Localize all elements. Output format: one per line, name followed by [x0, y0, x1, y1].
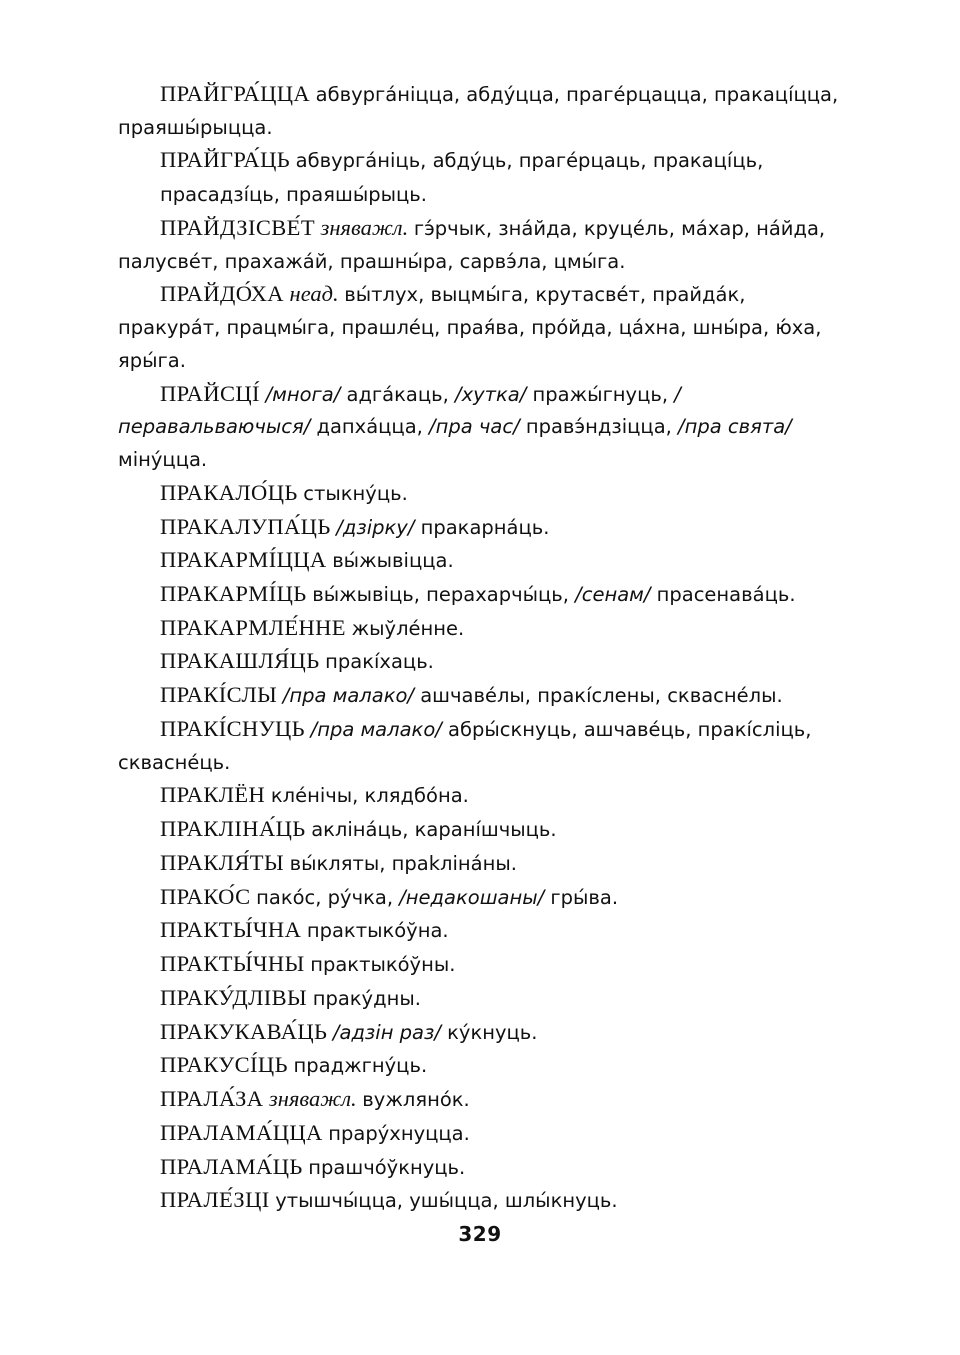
dictionary-entry — [118, 982, 842, 1015]
entry-synonyms: вужляно́к. — [362, 1088, 470, 1112]
entry-synonyms: стыкну́ць. — [303, 481, 408, 505]
entry-headword: ПРАКЛЁН — [160, 782, 266, 808]
entry-synonyms: жыўле́нне. — [351, 616, 465, 640]
dictionary-entry — [118, 679, 842, 712]
dictionary-entry — [118, 779, 842, 812]
entry-synonyms: акліна́ць, карані́шчыць. — [311, 818, 557, 842]
dictionary-entry — [118, 612, 842, 645]
entry-headword: ПРАКАРМІ́ЦЬ — [160, 581, 307, 607]
dictionary-entry — [118, 1117, 842, 1150]
dictionary-entry — [118, 847, 842, 880]
usage-note: /пра свята/ — [678, 415, 792, 439]
dictionary-entry — [118, 914, 842, 947]
entry-synonyms: праку́дны. — [312, 986, 421, 1010]
usage-note: /перавальваючыся/ — [118, 382, 681, 439]
usage-note: /сенам/ — [575, 583, 651, 607]
dictionary-entry — [118, 645, 842, 678]
dictionary-entry — [118, 1151, 842, 1184]
entry-headword: ПРАЙГРА́ЦЦА — [160, 81, 311, 106]
entry-headword: ПРАКІ́СЛЫ — [160, 682, 278, 708]
entry-headword: ПРАКТЫ́ЧНЫ — [160, 951, 305, 977]
entry-grammar-label: зняважл. — [320, 214, 409, 240]
entry-synonyms: /дзірку/ пракарна́ць. — [336, 515, 550, 539]
entry-headword: ПРАЛАМА́ЦЦА — [160, 1119, 323, 1145]
entry-headword: ПРАКАРМІ́ЦЦА — [160, 547, 327, 573]
dictionary-entry — [118, 713, 842, 778]
dictionary-entry — [118, 1049, 842, 1082]
entry-synonyms: /многа/ адга́каць, /хутка/ пражы́гнуць, /перавальваючыся/ дапха́цца, /пра час/ правэ́ндзіцца, /пра свята/ міну́цца. — [118, 382, 792, 472]
usage-note: /пра малако/ — [310, 717, 442, 741]
entry-headword: ПРАКАШЛЯ́ЦЬ — [160, 648, 320, 674]
entry-headword: ПРАЙДО́ХА — [160, 281, 284, 307]
entry-headword: ПРАКУ́ДЛІВЫ — [160, 984, 308, 1010]
entry-synonyms: прару́хнуцца. — [328, 1121, 470, 1145]
usage-note: /пра час/ — [429, 415, 520, 439]
usage-note: /адзін раз/ — [332, 1020, 441, 1044]
entry-headword: ПРАКАЛО́ЦЬ — [160, 479, 298, 505]
entry-synonyms: пако́с, ру́чка, /недакошаны/ гры́ва. — [256, 885, 619, 909]
entry-synonyms: вы́тлух, выцмы́га, крутасве́т, прайда́к, пракура́т, працмы́га, прашле́ц, прая́ва, про́йда, ца́хна, шны́ра, ю́ха, яры́га. — [118, 283, 822, 372]
entry-synonyms: гэ́рчык, зна́йда, круце́ль, ма́хар, на́йда, палусве́т, прахажа́й, прашны́ра, сарвэ́ла, цмы́га. — [118, 216, 826, 273]
dictionary-entry — [118, 78, 842, 143]
entry-synonyms: /пра малако/ абры́скнуць, ашчаве́ць, пракі́сліць, сквасне́ць. — [118, 717, 812, 774]
entry-synonyms: утышчы́цца, ушы́цца, шлы́кнуць. — [275, 1189, 618, 1213]
dictionary-entry — [118, 1016, 842, 1049]
entry-headword: ПРАКЛІНА́ЦЬ — [160, 816, 306, 842]
entry-headword: ПРАЛАМА́ЦЬ — [160, 1153, 303, 1179]
usage-note: /хутка/ — [455, 382, 527, 406]
entry-synonyms: пракі́хаць. — [325, 650, 434, 674]
dictionary-entry — [118, 144, 842, 177]
entry-headword: ПРАКАРМЛЕ́ННЕ — [160, 614, 346, 640]
dictionary-entry — [118, 1184, 842, 1217]
entry-headword: ПРАЛА́ЗА — [160, 1086, 264, 1112]
entry-headword: ПРАЙДЗІСВЕ́Т — [160, 214, 315, 240]
entry-synonyms: кле́нічы, клядбо́на. — [270, 784, 469, 808]
entry-headword: ПРАКАЛУПА́ЦЬ — [160, 513, 331, 539]
dictionary-entry — [118, 378, 842, 476]
dictionary-entry — [118, 212, 842, 277]
dictionary-entry — [118, 578, 842, 611]
dictionary-entry — [118, 278, 842, 376]
entry-synonyms: практыко́ўны. — [310, 953, 456, 977]
entry-headword: ПРАКО́С — [160, 883, 251, 909]
entry-headword: ПРАЛЕ́ЗЦІ — [160, 1187, 270, 1213]
dictionary-entry — [118, 477, 842, 510]
dictionary-entry — [118, 511, 842, 544]
entry-headword: ПРАКЛЯ́ТЫ — [160, 849, 284, 875]
dictionary-entry — [118, 544, 842, 577]
page-number: 329 — [458, 1222, 502, 1246]
entry-headword: ПРАЙСЦІ́ — [160, 380, 260, 406]
entry-synonyms: вы́жывіцца. — [332, 549, 454, 573]
dictionary-entry — [118, 813, 842, 846]
entry-headword: ПРАКІ́СНУЦЬ — [160, 715, 305, 741]
entry-synonyms: вы́жывіць, перахарчы́ць, /сенам/ прасенава́ць. — [312, 583, 796, 607]
usage-note: /недакошаны/ — [399, 885, 545, 909]
dictionary-entry — [118, 178, 842, 211]
entry-synonyms: абвурга́ніцца, абду́цца, праге́рцацца, пракаці́цца, праяшы́рыцца. — [118, 83, 839, 139]
usage-note: /многа/ — [265, 382, 341, 406]
usage-note: /дзірку/ — [336, 515, 415, 539]
entry-synonyms: /адзін раз/ ку́кнуць. — [332, 1020, 538, 1044]
entry-synonyms: праджгну́ць. — [293, 1054, 428, 1078]
entry-synonyms: вы́кляты, прakліна́ны. — [289, 851, 517, 875]
dictionary-entry — [118, 948, 842, 981]
entry-headword: ПРАКТЫ́ЧНА — [160, 917, 302, 943]
entry-headword: ПРАКУКАВА́ЦЬ — [160, 1018, 328, 1044]
usage-note: /пра малако/ — [282, 684, 414, 708]
entry-grammar-label: зняважл. — [269, 1086, 357, 1112]
entry-grammar-label: неад. — [289, 281, 339, 307]
entry-list — [118, 78, 842, 1217]
entry-headword: ПРАКУСІ́ЦЬ — [160, 1052, 288, 1078]
entry-synonyms: прасадзі́ць, праяшы́рыць. — [160, 183, 427, 207]
entry-headword: ПРАЙГРА́ЦЬ — [160, 147, 291, 173]
entry-synonyms: абвурга́ніць, абду́ць, праге́рцаць, пракаці́ць, — [295, 149, 764, 173]
entry-synonyms: /пра малако/ ашчаве́лы, пракі́слены, сквасне́лы. — [282, 684, 783, 708]
dictionary-entry — [118, 1083, 842, 1116]
entry-synonyms: практыко́ўна. — [306, 919, 449, 943]
dictionary-entry — [118, 881, 842, 914]
entry-synonyms: прашчо́ўкнуць. — [308, 1155, 466, 1179]
